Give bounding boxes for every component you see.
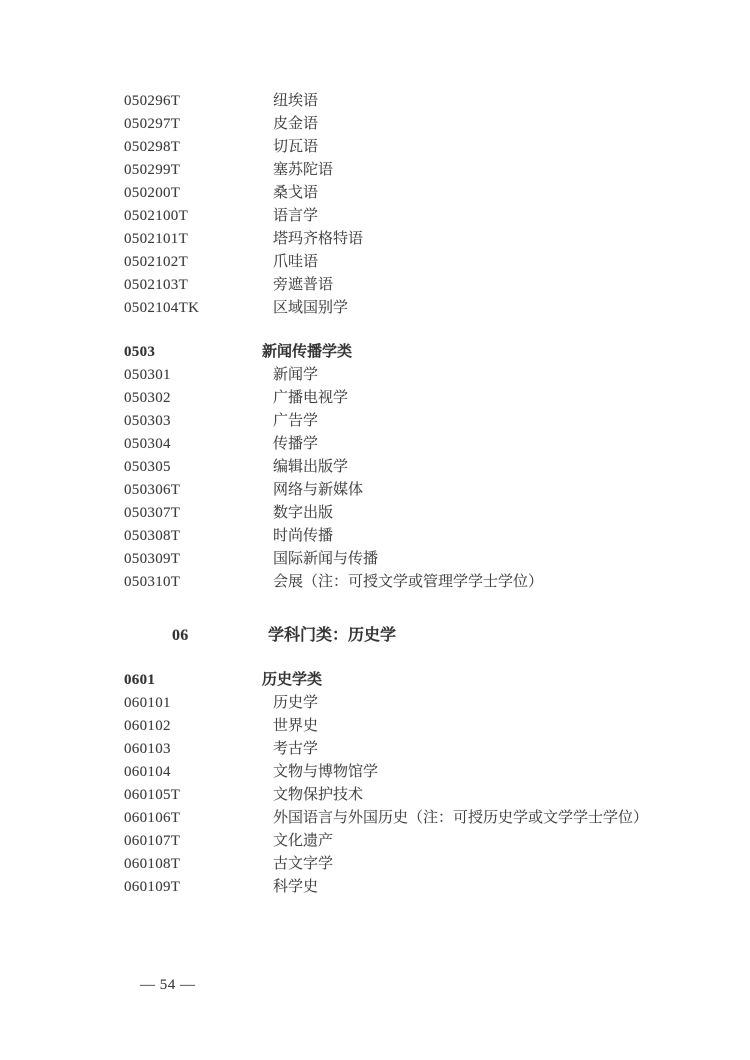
entry-name: 文化遗产 <box>273 833 334 849</box>
entry-code: 050309T <box>124 551 181 567</box>
entry-code: 060104 <box>124 764 171 780</box>
entry-row <box>124 136 730 159</box>
entry-row <box>124 830 730 853</box>
page-number: — 54 — <box>140 977 196 993</box>
entry-name: 历史学类 <box>262 672 323 688</box>
entry-name: 桑戈语 <box>273 185 319 201</box>
entry-row <box>124 433 730 456</box>
entry-code: 060102 <box>124 718 171 734</box>
category-section <box>124 341 730 594</box>
entry-code: 050200T <box>124 185 181 201</box>
entry-row <box>124 502 730 525</box>
entry-name: 世界史 <box>273 718 319 734</box>
entry-row <box>124 113 730 136</box>
entry-row <box>124 738 730 761</box>
entry-code: 060108T <box>124 856 181 872</box>
entry-row <box>124 159 730 182</box>
entry-code: 050308T <box>124 528 181 544</box>
entry-name: 切瓦语 <box>273 139 319 155</box>
entry-row <box>124 410 730 433</box>
entry-code: 0502100T <box>124 208 189 224</box>
entry-code: 0503 <box>124 344 156 360</box>
entry-name: 编辑出版学 <box>273 459 349 475</box>
entry-name: 文物与博物馆学 <box>273 764 379 780</box>
entry-code: 050310T <box>124 574 181 590</box>
entry-row <box>124 205 730 228</box>
entry-row <box>124 876 730 899</box>
entry-name: 皮金语 <box>273 116 319 132</box>
entry-row <box>124 692 730 715</box>
entry-code: 060106T <box>124 810 181 826</box>
entry-row <box>124 715 730 738</box>
entry-code: 0502102T <box>124 254 189 270</box>
entry-row <box>124 251 730 274</box>
entry-code: 0601 <box>124 672 156 688</box>
category-section <box>124 669 730 899</box>
entry-name: 广播电视学 <box>273 390 349 406</box>
entry-name: 学科门类：历史学 <box>268 627 397 644</box>
entry-row <box>124 784 730 807</box>
entry-code: 060103 <box>124 741 171 757</box>
entry-name: 网络与新媒体 <box>273 482 364 498</box>
category-header-row <box>124 669 730 692</box>
entry-code: 050304 <box>124 436 171 452</box>
entry-name: 塞苏陀语 <box>273 162 334 178</box>
entry-name: 会展（注：可授文学或管理学学士学位） <box>273 574 544 590</box>
entry-row <box>124 853 730 876</box>
entry-code: 0502104TK <box>124 300 200 316</box>
entry-code: 050307T <box>124 505 181 521</box>
entry-name: 考古学 <box>273 741 319 757</box>
entry-code: 0502103T <box>124 277 189 293</box>
entry-row <box>124 182 730 205</box>
entry-name: 区域国别学 <box>273 300 349 316</box>
entry-code: 060105T <box>124 787 181 803</box>
entry-row <box>124 228 730 251</box>
entry-code: 050301 <box>124 367 171 383</box>
entry-name: 爪哇语 <box>273 254 319 270</box>
division-header-row <box>124 624 730 648</box>
entry-name: 新闻学 <box>273 367 319 383</box>
entry-name: 旁遮普语 <box>273 277 334 293</box>
entries-section <box>124 90 730 320</box>
entry-name: 语言学 <box>273 208 319 224</box>
entry-name: 文物保护技术 <box>273 787 364 803</box>
entry-code: 050305 <box>124 459 171 475</box>
entry-code: 050303 <box>124 413 171 429</box>
entry-code: 050298T <box>124 139 181 155</box>
entry-row <box>124 761 730 784</box>
entry-row <box>124 479 730 502</box>
entry-name: 新闻传播学类 <box>262 344 353 360</box>
entry-code: 050296T <box>124 93 181 109</box>
entry-code: 050306T <box>124 482 181 498</box>
entry-row <box>124 364 730 387</box>
entry-row <box>124 548 730 571</box>
entry-name: 历史学 <box>273 695 319 711</box>
entry-row <box>124 297 730 320</box>
entry-name: 纽埃语 <box>273 93 319 109</box>
entry-code: 050302 <box>124 390 171 406</box>
entry-code: 050297T <box>124 116 181 132</box>
entry-name: 国际新闻与传播 <box>273 551 379 567</box>
entry-row <box>124 387 730 410</box>
entry-name: 古文字学 <box>273 856 334 872</box>
entry-name: 科学史 <box>273 879 319 895</box>
entry-name: 数字出版 <box>273 505 334 521</box>
division-section <box>124 624 730 648</box>
document-content <box>124 90 730 899</box>
entry-row <box>124 571 730 594</box>
entry-code: 050299T <box>124 162 181 178</box>
entry-row <box>124 807 730 830</box>
entry-code: 06 <box>172 627 189 644</box>
entry-name: 时尚传播 <box>273 528 334 544</box>
entry-row <box>124 525 730 548</box>
category-header-row <box>124 341 730 364</box>
entry-name: 外国语言与外国历史（注：可授历史学或文学学士学位） <box>273 810 649 826</box>
entry-code: 060107T <box>124 833 181 849</box>
entry-name: 广告学 <box>273 413 319 429</box>
entry-code: 060101 <box>124 695 171 711</box>
entry-name: 传播学 <box>273 436 319 452</box>
entry-row <box>124 274 730 297</box>
entry-code: 060109T <box>124 879 181 895</box>
entry-row <box>124 456 730 479</box>
entry-row <box>124 90 730 113</box>
entry-name: 塔玛齐格特语 <box>273 231 364 247</box>
entry-code: 0502101T <box>124 231 189 247</box>
